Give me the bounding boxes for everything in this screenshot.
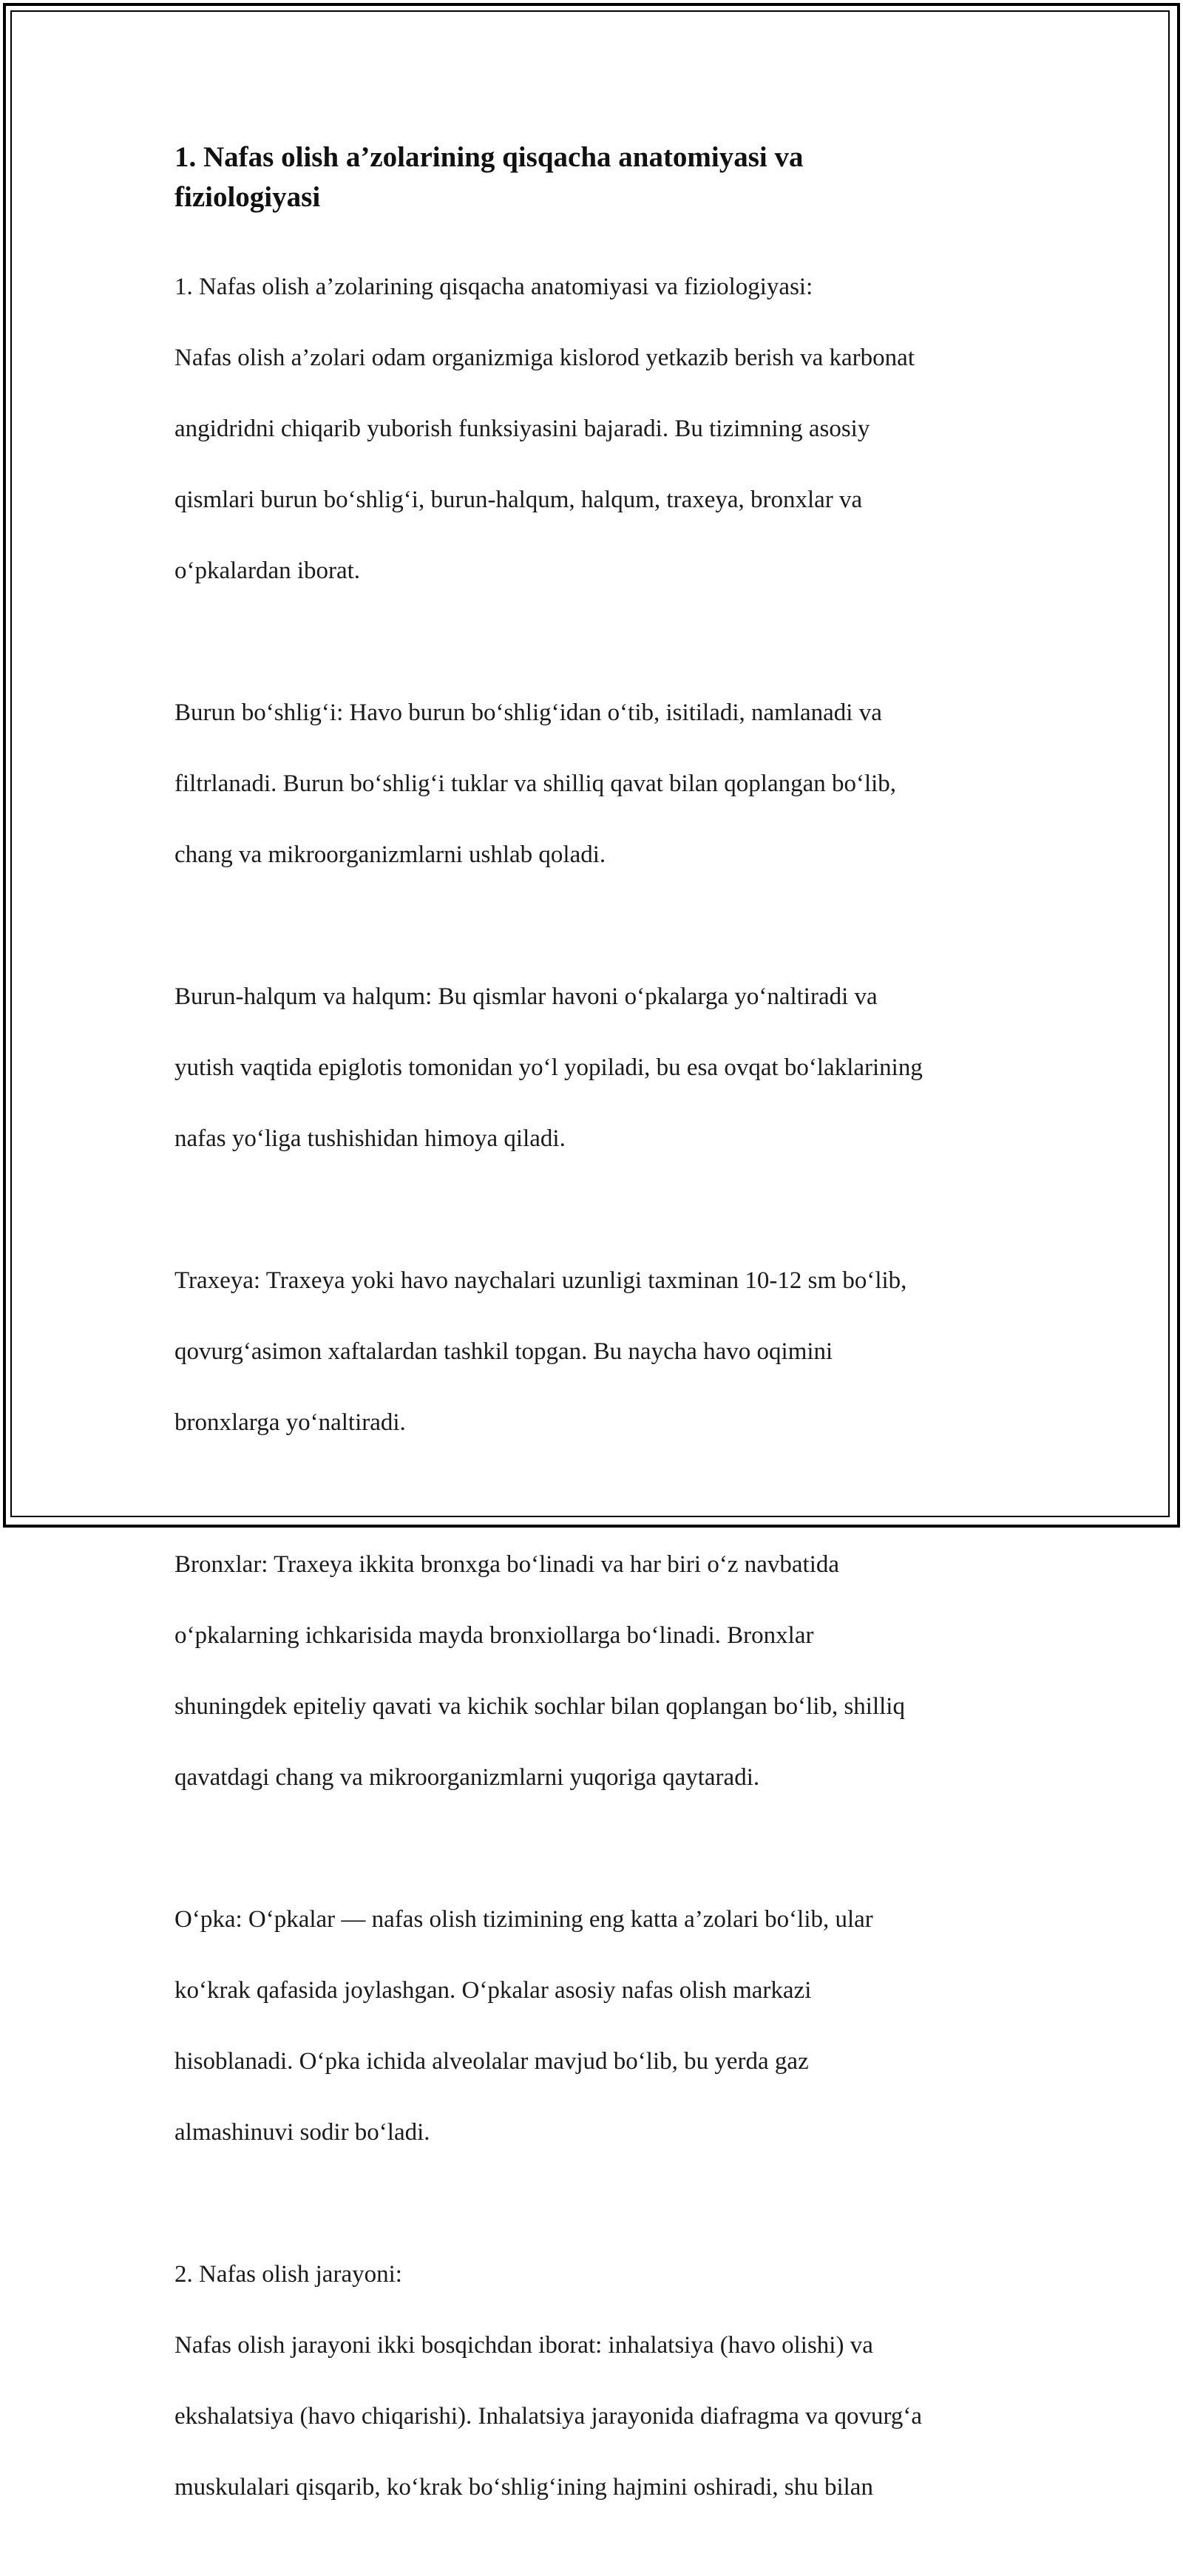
- text-line: qismlari burun bo‘shlig‘i, burun-halqum, halqum, traxeya, bronxlar va: [174, 487, 863, 513]
- text-line: hisoblanadi. O‘pka ichida alveolalar mavjud bo‘lib, bu yerda gaz: [174, 2048, 809, 2075]
- text-line: angidridni chiqarib yuborish funksiyasini bajaradi. Bu tizimning asosiy: [174, 416, 870, 442]
- text-line: Burun bo‘shlig‘i: Havo burun bo‘shlig‘idan o‘tib, isitiladi, namlanadi va: [174, 699, 882, 726]
- text-line: bronxlarga yo‘naltiradi.: [174, 1409, 406, 1436]
- text-line: almashinuvi sodir bo‘ladi.: [174, 2119, 430, 2146]
- text-line: ko‘krak qafasida joylashgan. O‘pkalar asosiy nafas olish markazi: [174, 1977, 812, 2004]
- document-body: [174, 138, 1010, 2576]
- text-line: Traxeya: Traxeya yoki havo naychalari uzunligi taxminan 10-12 sm bo‘lib,: [174, 1267, 907, 1294]
- text-line: chang va mikroorganizmlarni ushlab qoladi.: [174, 841, 606, 868]
- text-line: qavatdagi chang va mikroorganizmlarni yuqoriga qaytaradi.: [174, 1764, 760, 1791]
- title-line: 1. Nafas olish a’zolarining qisqacha anatomiyasi va: [174, 141, 804, 173]
- text-line: shuningdek epiteliy qavati va kichik sochlar bilan qoplangan bo‘lib, shilliq: [174, 1693, 905, 1720]
- title-line: fiziologiyasi: [174, 181, 321, 213]
- text-line: nafas yo‘liga tushishidan himoya qiladi.: [174, 1125, 566, 1152]
- text-line: 1. Nafas olish a’zolarining qisqacha anatomiyasi va fiziologiyasi:: [174, 274, 813, 300]
- text-line: ekshalatsiya (havo chiqarishi). Inhalatsiya jarayonida diafragma va qovurg‘a: [174, 2403, 923, 2430]
- text-line: filtrlanadi. Burun bo‘shlig‘i tuklar va shilliq qavat bilan qoplangan bo‘lib,: [174, 770, 897, 797]
- text-line: Bronxlar: Traxeya ikkita bronxga bo‘linadi va har biri o‘z navbatida: [174, 1551, 840, 1578]
- text-line: 2. Nafas olish jarayoni:: [174, 2261, 402, 2288]
- text-line: qovurg‘asimon xaftalardan tashkil topgan. Bu naycha havo oqimini: [174, 1338, 833, 1365]
- text-line: muskulalari qisqarib, ko‘krak bo‘shlig‘ining hajmini oshiradi, shu bilan: [174, 2474, 873, 2501]
- paragraph-traxeya: [174, 1227, 1010, 1476]
- page-title: [174, 138, 1010, 217]
- paragraph-intro: [174, 234, 1010, 624]
- paragraph-nafas-olish-jarayoni: [174, 2221, 1010, 2541]
- paragraph-opka: [174, 1866, 1010, 2186]
- text-line: Burun-halqum va halqum: Bu qismlar havoni o‘pkalarga yo‘naltiradi va: [174, 983, 878, 1010]
- text-line: o‘pkalardan iborat.: [174, 557, 361, 584]
- text-line: yutish vaqtida epiglotis tomonidan yo‘l yopiladi, bu esa ovqat bo‘laklarining: [174, 1054, 923, 1081]
- text-line: o‘pkalarning ichkarisida mayda bronxiollarga bo‘linadi. Bronxlar: [174, 1622, 814, 1649]
- paragraph-burun-boshligi: [174, 660, 1010, 908]
- text-line: Nafas olish jarayoni ikki bosqichdan iborat: inhalatsiya (havo olishi) va: [174, 2332, 873, 2359]
- paragraph-burun-halqum: [174, 943, 1010, 1192]
- paragraph-bronxlar: [174, 1511, 1010, 1831]
- text-line: Nafas olish a’zolari odam organizmiga kislorod yetkazib berish va karbonat: [174, 345, 915, 371]
- text-line: O‘pka: O‘pkalar — nafas olish tizimining eng katta a’zolari bo‘lib, ular: [174, 1906, 873, 1933]
